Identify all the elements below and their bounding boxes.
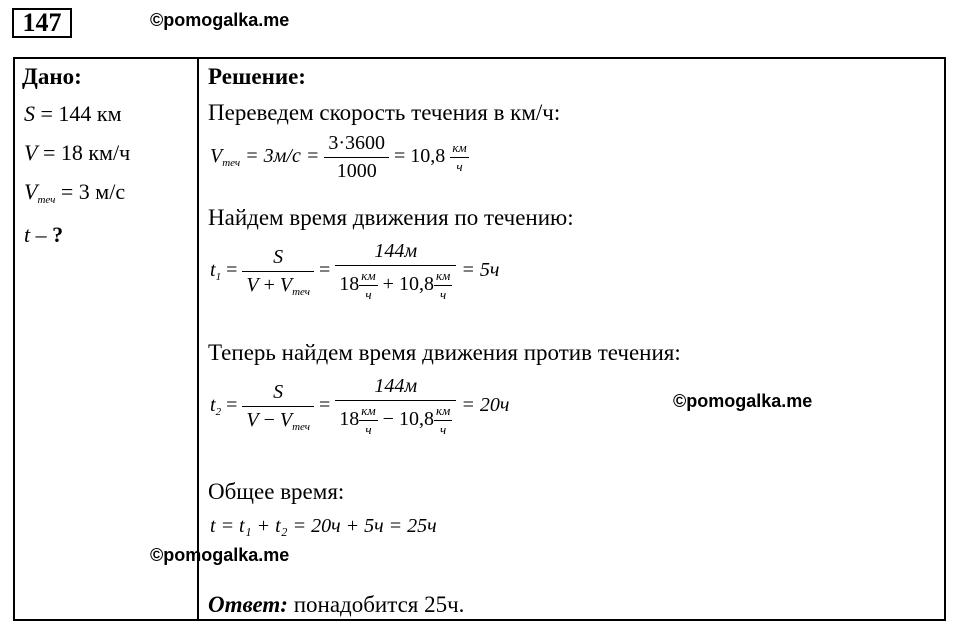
watermark-bottom: ©pomogalka.me [150, 545, 290, 565]
step3-text: Теперь найдем время движения против течения: [208, 340, 681, 365]
solution-table [13, 57, 946, 621]
column-divider [197, 57, 199, 621]
given-distance: S = 144 км [24, 101, 122, 126]
step1-text: Переведем скорость течения в км/ч: [208, 100, 561, 125]
given-speed: V = 18 км/ч [24, 140, 131, 165]
step2-text: Найдем время движения по течению: [208, 205, 574, 230]
watermark-top: ©pomogalka.me [150, 10, 290, 30]
formula-downstream-time: $t_1$ = $\frac{S}{V + V_{теч}}$ = 144м 18 км ч + 10,8 км ч = 5ч [210, 240, 500, 302]
formula-upstream-time: $t_2$ = $\frac{S}{V - V_{теч}}$ = 144м 18 км ч − 10,8 км ч = 20ч [210, 375, 510, 437]
formula-flow-conversion: $V_{теч} = 3м/с$ = $\frac{3\cdot 3600}{1000}$ = 10,8 км ч [210, 132, 467, 182]
solution-label: Решение: [208, 64, 306, 89]
step4-text: Общее время: [208, 479, 345, 504]
given-label: Дано: [22, 64, 82, 89]
watermark-middle: ©pomogalka.me [673, 391, 813, 411]
problem-number: 147 [12, 8, 72, 38]
answer: Ответ: понадобится 25ч. [208, 592, 465, 617]
given-flow-speed: $V_{теч} = 3$ м/с [24, 179, 126, 206]
formula-total-time: t = t₁ + t₂ = 20ч + 5ч = 25ч [210, 515, 437, 537]
given-find: t – ? [24, 222, 64, 247]
